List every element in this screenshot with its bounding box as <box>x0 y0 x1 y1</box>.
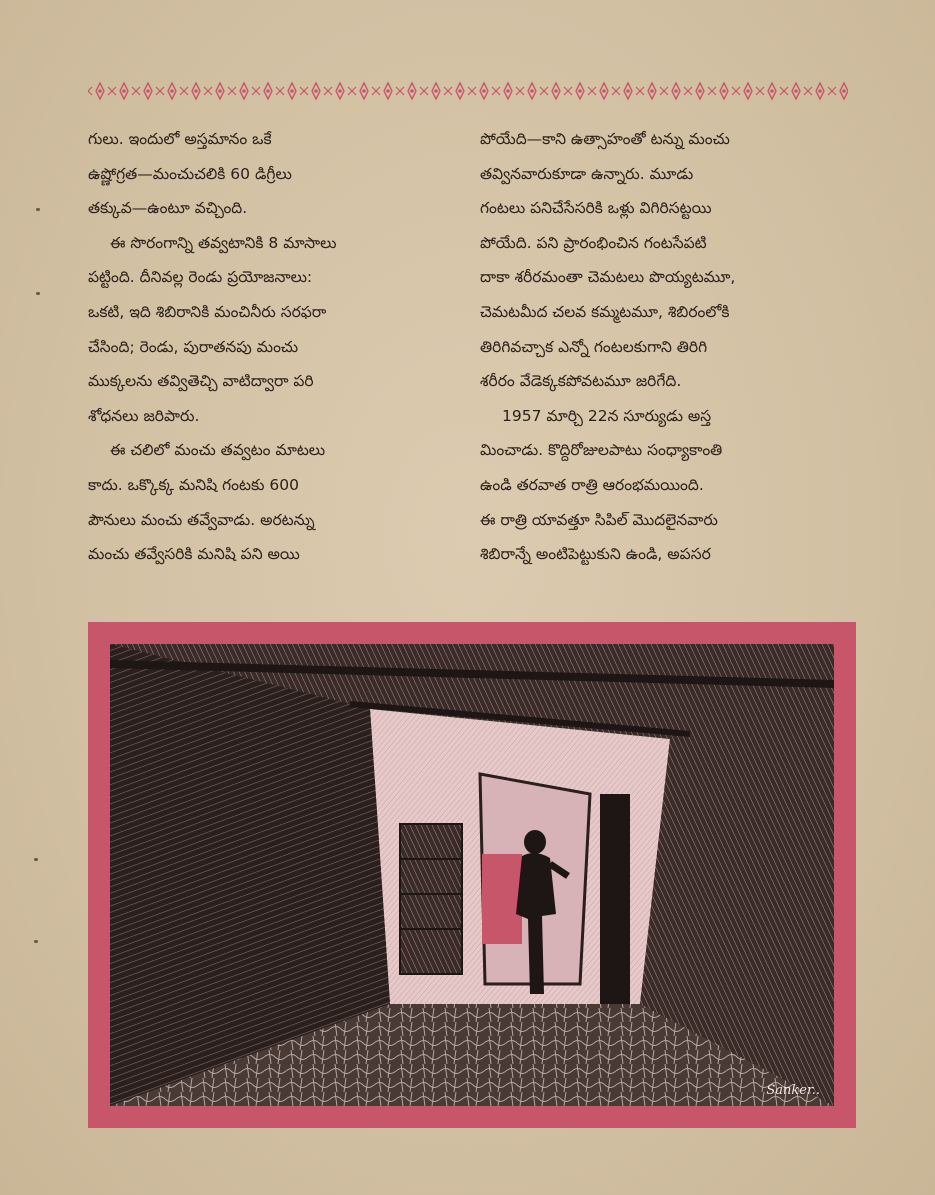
text-line: మించాడు. కొద్దిరోజులపాటు సంధ్యాకాంతి <box>480 441 723 460</box>
text-line: ఈ చలిలో మంచు తవ్వటం మాటలు <box>110 441 326 460</box>
text-line: దాకా శరీరమంతా చెమటలు పొయ్యటమూ, <box>480 268 736 287</box>
text-line: శోధనలు జరిపారు. <box>88 406 200 425</box>
text-line: ఈ సొరంగాన్ని తవ్వటానికి 8 మాసాలు <box>110 233 337 252</box>
margin-mark <box>34 940 38 943</box>
text-line: శరీరం వేడెక్కకపోవటమూ జరిగేది. <box>480 372 682 391</box>
margin-mark <box>36 292 40 295</box>
text-line: మంచు తవ్వేసరికి మనిషి పని అయి <box>88 545 300 564</box>
text-line: చేసింది; రెండు, పురాతనపు మంచు <box>88 337 299 356</box>
text-line: ఒకటి, ఇది శిబిరానికి మంచినీరు సరఫరా <box>88 302 327 321</box>
text-line: పోయేది. పని ప్రారంభించిన గంటసేపటి <box>480 233 707 252</box>
text-line: తక్కువ—ఉంటూ వచ్చింది. <box>88 199 248 218</box>
decorative-border <box>88 80 848 102</box>
tunnel-drawing <box>110 644 834 1106</box>
text-line: పౌనులు మంచు తవ్వేవాడు. అరటన్ను <box>88 510 315 529</box>
text-line: శిబిరాన్నే అంటిపెట్టుకుని ఉండి, అపసర <box>480 545 711 564</box>
text-line: ఈ రాత్రి యావత్తూ సిపిల్ మొదలైనవారు <box>480 510 718 529</box>
text-line: పోయేది—కాని ఉత్సాహంతో టన్ను మంచు <box>480 130 730 148</box>
margin-mark <box>36 208 40 211</box>
tunnel-illustration <box>110 644 834 1106</box>
margin-mark <box>34 858 38 861</box>
left-column-text <box>88 122 450 572</box>
text-line: 1957 మార్చి 22న సూర్యుడు అస్త <box>502 406 712 425</box>
text-line: కాదు. ఒక్కొక్క మనిషి గంటకు 600 <box>88 475 299 494</box>
text-line: చెమటమీద చలవ కమ్మటమూ, శిబిరంలోకి <box>480 302 730 321</box>
text-line: గులు. ఇందులో అస్తమానం ఒకే <box>88 130 272 148</box>
illustration-frame <box>88 622 856 1128</box>
text-line: తిరిగివచ్చాక ఎన్నో గంటలకుగాని తిరిగి <box>480 337 708 356</box>
right-column-text <box>480 122 846 572</box>
text-line: పట్టింది. దీనివల్ల రెండు ప్రయోజనాలు: <box>88 268 313 287</box>
text-line: ముక్కలను తవ్వితెచ్చి వాటిద్వారా పరి <box>88 372 314 391</box>
artist-signature: Sanker.. <box>766 1083 820 1098</box>
text-line: ఉండి తరవాత రాత్రి ఆరంభమయింది. <box>480 475 704 494</box>
text-line: తవ్వినవారుకూడా ఉన్నారు. మూడు <box>480 164 694 183</box>
text-line: ఉష్ణోగ్రత—మంచుచలికి 60 డిగ్రీలు <box>88 164 292 183</box>
text-line: గంటలు పనిచేసేసరికి ఒళ్లు విగిరిసట్టయి <box>480 199 712 218</box>
